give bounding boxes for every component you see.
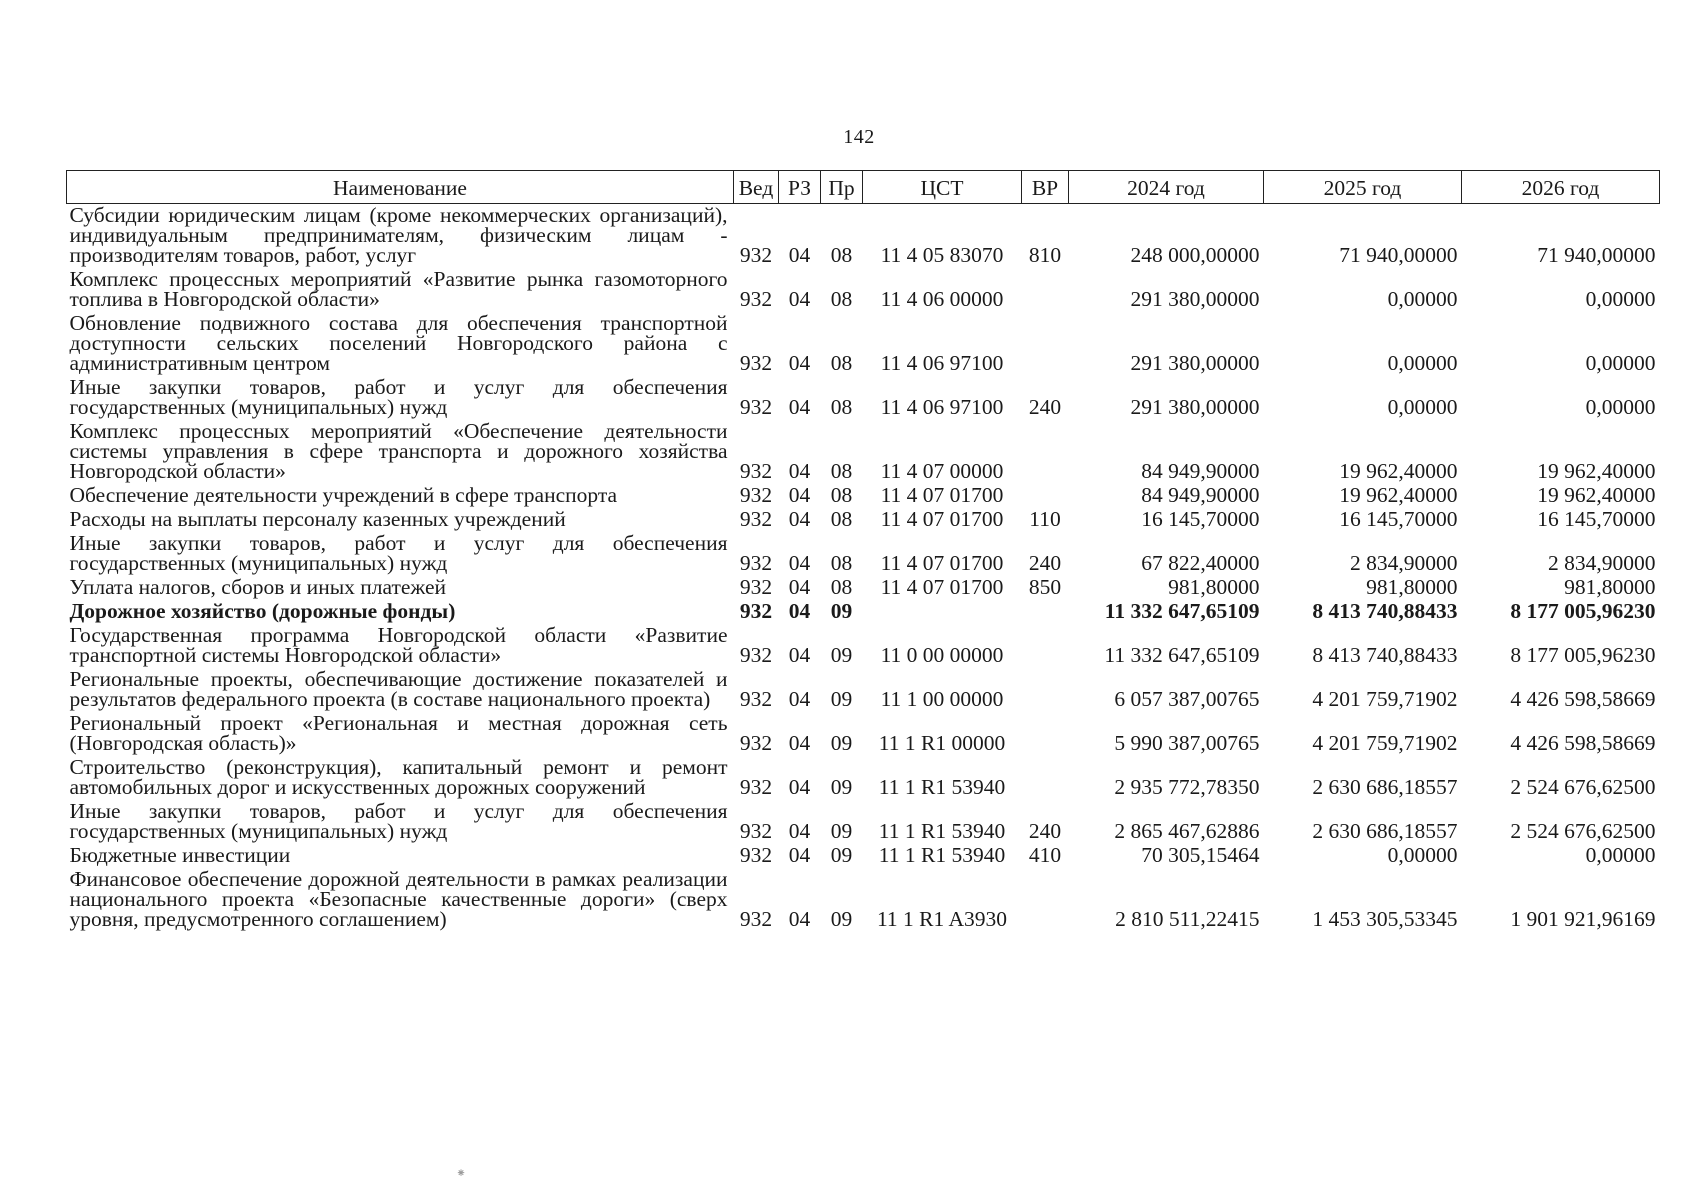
row-cst: 11 4 06 97100 bbox=[880, 395, 1004, 419]
row-amount-2024: 2 865 467,62886 bbox=[1114, 819, 1260, 843]
row-amount-2024: 84 949,90000 bbox=[1141, 483, 1260, 507]
row-pr: 08 bbox=[830, 395, 853, 419]
row-rz: 04 bbox=[788, 507, 811, 531]
row-amount-2025: 16 145,70000 bbox=[1339, 507, 1458, 531]
row-amount-2026: 19 962,40000 bbox=[1537, 459, 1656, 483]
row-vr bbox=[1022, 668, 1069, 712]
row-name: Финансовое обеспечение дорожной деятельности в рамках реализации национального проекта «Безопасные качественные дороги» (сверх уровня, предусмотренного соглашением) bbox=[69, 867, 728, 931]
row-ved: 932 bbox=[739, 731, 773, 755]
row-cst: 11 4 06 00000 bbox=[880, 287, 1004, 311]
row-cst: 11 1 R1 A3930 bbox=[876, 907, 1007, 931]
row-rz: 04 bbox=[788, 731, 811, 755]
row-name: Региональный проект «Региональная и местная дорожная сеть (Новгородская область)» bbox=[69, 711, 728, 755]
row-name: Иные закупки товаров, работ и услуг для обеспечения государственных (муниципальных) нужд bbox=[69, 531, 728, 575]
row-amount-2024: 6 057 387,00765 bbox=[1114, 687, 1260, 711]
row-amount-2025: 4 201 759,71902 bbox=[1312, 687, 1458, 711]
row-vr: 240 bbox=[1028, 551, 1062, 575]
budget-table bbox=[66, 170, 1660, 932]
row-amount-2025: 1 453 305,53345 bbox=[1312, 907, 1458, 931]
table-row bbox=[67, 868, 1660, 932]
row-vr: 850 bbox=[1028, 575, 1062, 599]
row-vr bbox=[1022, 420, 1069, 484]
row-pr: 09 bbox=[830, 907, 853, 931]
row-cst: 11 1 R1 53940 bbox=[878, 819, 1006, 843]
row-cst: 11 1 00 00000 bbox=[880, 687, 1004, 711]
row-vr: 110 bbox=[1029, 507, 1061, 531]
row-pr: 08 bbox=[830, 575, 853, 599]
row-amount-2024: 248 000,00000 bbox=[1130, 243, 1260, 267]
table-row bbox=[67, 204, 1660, 269]
row-amount-2026: 8 177 005,96230 bbox=[1510, 599, 1656, 623]
row-amount-2025: 71 940,00000 bbox=[1339, 243, 1458, 267]
row-amount-2026: 2 524 676,62500 bbox=[1510, 775, 1656, 799]
row-amount-2024: 16 145,70000 bbox=[1141, 507, 1260, 531]
row-amount-2026: 8 177 005,96230 bbox=[1510, 643, 1656, 667]
row-rz: 04 bbox=[788, 907, 811, 931]
row-cst: 11 0 00 00000 bbox=[880, 643, 1004, 667]
row-pr: 08 bbox=[830, 483, 853, 507]
row-amount-2025: 19 962,40000 bbox=[1339, 483, 1458, 507]
row-pr: 09 bbox=[830, 599, 853, 623]
table-row bbox=[67, 800, 1660, 844]
row-amount-2026: 0,00000 bbox=[1585, 287, 1656, 311]
header-2026: 2026 год bbox=[1462, 171, 1660, 204]
row-ved: 932 bbox=[739, 459, 773, 483]
row-cst: 11 4 07 01700 bbox=[880, 507, 1004, 531]
row-rz: 04 bbox=[788, 843, 811, 867]
row-name: Расходы на выплаты персоналу казенных учреждений bbox=[69, 507, 566, 531]
row-cst: 11 1 R1 53940 bbox=[878, 843, 1006, 867]
row-rz: 04 bbox=[788, 819, 811, 843]
table-row bbox=[67, 600, 1660, 624]
row-amount-2026: 981,80000 bbox=[1564, 575, 1656, 599]
row-ved: 932 bbox=[739, 395, 773, 419]
row-name: Обновление подвижного состава для обеспечения транспортной доступности сельских поселений Новгородского района с административным центром bbox=[69, 311, 728, 375]
row-amount-2024: 11 332 647,65109 bbox=[1104, 643, 1260, 667]
header-rz: РЗ bbox=[779, 171, 821, 204]
row-name: Строительство (реконструкция), капитальный ремонт и ремонт автомобильных дорог и искусственных дорожных сооружений bbox=[69, 755, 728, 799]
row-vr bbox=[1022, 868, 1069, 932]
row-name: Государственная программа Новгородской области «Развитие транспортной системы Новгородской области» bbox=[69, 623, 728, 667]
row-ved: 932 bbox=[739, 507, 773, 531]
row-name: Иные закупки товаров, работ и услуг для обеспечения государственных (муниципальных) нужд bbox=[69, 375, 728, 419]
table-row bbox=[67, 844, 1660, 868]
row-cst: 11 4 07 01700 bbox=[880, 551, 1004, 575]
row-amount-2025: 0,00000 bbox=[1387, 395, 1458, 419]
row-pr: 08 bbox=[830, 287, 853, 311]
row-amount-2026: 0,00000 bbox=[1585, 351, 1656, 375]
row-amount-2026: 71 940,00000 bbox=[1537, 243, 1656, 267]
row-ved: 932 bbox=[739, 819, 773, 843]
row-cst: 11 4 05 83070 bbox=[880, 243, 1004, 267]
row-amount-2026: 19 962,40000 bbox=[1537, 483, 1656, 507]
row-amount-2026: 1 901 921,96169 bbox=[1510, 907, 1656, 931]
row-cst: 11 1 R1 00000 bbox=[878, 731, 1006, 755]
table-row bbox=[67, 624, 1660, 668]
row-vr bbox=[1022, 312, 1069, 376]
row-vr: 240 bbox=[1028, 819, 1062, 843]
row-pr: 08 bbox=[830, 459, 853, 483]
row-amount-2024: 5 990 387,00765 bbox=[1114, 731, 1260, 755]
row-ved: 932 bbox=[739, 907, 773, 931]
row-ved: 932 bbox=[739, 775, 773, 799]
header-2025: 2025 год bbox=[1264, 171, 1462, 204]
row-pr: 08 bbox=[830, 243, 853, 267]
header-name: Наименование bbox=[67, 171, 734, 204]
row-pr: 09 bbox=[830, 731, 853, 755]
row-pr: 09 bbox=[830, 687, 853, 711]
row-name: Дорожное хозяйство (дорожные фонды) bbox=[69, 599, 456, 623]
row-amount-2024: 2 935 772,78350 bbox=[1114, 775, 1260, 799]
row-name: Уплата налогов, сборов и иных платежей bbox=[69, 575, 447, 599]
row-amount-2024: 291 380,00000 bbox=[1130, 395, 1260, 419]
row-vr: 410 bbox=[1028, 843, 1062, 867]
row-rz: 04 bbox=[788, 351, 811, 375]
scan-speck: ⁕ bbox=[456, 1166, 467, 1180]
row-amount-2026: 4 426 598,58669 bbox=[1510, 731, 1656, 755]
row-amount-2025: 8 413 740,88433 bbox=[1312, 643, 1458, 667]
row-pr: 09 bbox=[830, 775, 853, 799]
row-amount-2024: 981,80000 bbox=[1168, 575, 1260, 599]
header-vr: ВР bbox=[1022, 171, 1069, 204]
row-pr: 09 bbox=[830, 819, 853, 843]
header-cst: ЦСТ bbox=[863, 171, 1022, 204]
row-amount-2024: 291 380,00000 bbox=[1130, 351, 1260, 375]
row-cst: 11 4 07 00000 bbox=[880, 459, 1004, 483]
row-rz: 04 bbox=[788, 395, 811, 419]
row-rz: 04 bbox=[788, 687, 811, 711]
table-row bbox=[67, 376, 1660, 420]
row-amount-2024: 67 822,40000 bbox=[1141, 551, 1260, 575]
row-pr: 09 bbox=[830, 843, 853, 867]
row-vr bbox=[1022, 268, 1069, 312]
row-ved: 932 bbox=[739, 351, 773, 375]
row-name: Бюджетные инвестиции bbox=[69, 843, 291, 867]
table-header-row bbox=[67, 171, 1660, 204]
row-amount-2026: 2 524 676,62500 bbox=[1510, 819, 1656, 843]
row-vr bbox=[1022, 624, 1069, 668]
table-body bbox=[67, 204, 1660, 933]
header-pr: Пр bbox=[821, 171, 863, 204]
row-rz: 04 bbox=[788, 483, 811, 507]
row-vr: 810 bbox=[1028, 243, 1062, 267]
row-ved: 932 bbox=[739, 551, 773, 575]
table-row bbox=[67, 312, 1660, 376]
row-vr bbox=[1022, 600, 1069, 624]
header-ved: Вед bbox=[734, 171, 779, 204]
row-amount-2024: 11 332 647,65109 bbox=[1104, 599, 1260, 623]
row-cst: 11 4 06 97100 bbox=[880, 351, 1004, 375]
row-rz: 04 bbox=[788, 551, 811, 575]
row-rz: 04 bbox=[788, 643, 811, 667]
row-amount-2025: 0,00000 bbox=[1387, 287, 1458, 311]
row-vr: 240 bbox=[1028, 395, 1062, 419]
row-pr: 08 bbox=[830, 551, 853, 575]
row-amount-2024: 84 949,90000 bbox=[1141, 459, 1260, 483]
row-ved: 932 bbox=[739, 287, 773, 311]
page-number: 142 bbox=[843, 126, 875, 148]
row-amount-2025: 0,00000 bbox=[1387, 843, 1458, 867]
row-vr bbox=[1022, 756, 1069, 800]
table-row bbox=[67, 668, 1660, 712]
row-rz: 04 bbox=[788, 575, 811, 599]
row-cst bbox=[863, 600, 1022, 624]
row-ved: 932 bbox=[739, 483, 773, 507]
row-rz: 04 bbox=[788, 243, 811, 267]
table-row bbox=[67, 576, 1660, 600]
row-vr bbox=[1022, 484, 1069, 508]
row-amount-2024: 70 305,15464 bbox=[1141, 843, 1260, 867]
row-ved: 932 bbox=[739, 575, 773, 599]
row-amount-2025: 2 630 686,18557 bbox=[1312, 775, 1458, 799]
table-row bbox=[67, 508, 1660, 532]
row-amount-2025: 19 962,40000 bbox=[1339, 459, 1458, 483]
table-row bbox=[67, 712, 1660, 756]
row-rz: 04 bbox=[788, 287, 811, 311]
row-name: Иные закупки товаров, работ и услуг для обеспечения государственных (муниципальных) нужд bbox=[69, 799, 728, 843]
row-amount-2025: 4 201 759,71902 bbox=[1312, 731, 1458, 755]
row-ved: 932 bbox=[739, 687, 773, 711]
row-vr bbox=[1022, 712, 1069, 756]
table-row bbox=[67, 268, 1660, 312]
row-name: Обеспечение деятельности учреждений в сфере транспорта bbox=[69, 483, 618, 507]
row-name: Комплекс процессных мероприятий «Обеспечение деятельности системы управления в сфере транспорта и дорожного хозяйства Новгородской области» bbox=[69, 419, 728, 483]
row-rz: 04 bbox=[788, 459, 811, 483]
row-amount-2026: 0,00000 bbox=[1585, 843, 1656, 867]
row-amount-2026: 2 834,90000 bbox=[1548, 551, 1656, 575]
row-amount-2025: 2 834,90000 bbox=[1350, 551, 1458, 575]
row-rz: 04 bbox=[788, 599, 811, 623]
row-amount-2024: 291 380,00000 bbox=[1130, 287, 1260, 311]
row-ved: 932 bbox=[739, 243, 773, 267]
row-rz: 04 bbox=[788, 775, 811, 799]
row-cst: 11 1 R1 53940 bbox=[878, 775, 1006, 799]
table-row bbox=[67, 420, 1660, 484]
row-cst: 11 4 07 01700 bbox=[880, 483, 1004, 507]
table-row bbox=[67, 756, 1660, 800]
row-amount-2026: 0,00000 bbox=[1585, 395, 1656, 419]
row-amount-2026: 16 145,70000 bbox=[1537, 507, 1656, 531]
row-pr: 08 bbox=[830, 351, 853, 375]
row-amount-2025: 0,00000 bbox=[1387, 351, 1458, 375]
row-name: Комплекс процессных мероприятий «Развитие рынка газомоторного топлива в Новгородской области» bbox=[69, 267, 728, 311]
row-ved: 932 bbox=[739, 643, 773, 667]
row-ved: 932 bbox=[739, 599, 773, 623]
row-amount-2024: 2 810 511,22415 bbox=[1115, 907, 1260, 931]
row-pr: 08 bbox=[830, 507, 853, 531]
row-name: Региональные проекты, обеспечивающие достижение показателей и результатов федерального проекта (в составе национального проекта) bbox=[69, 667, 728, 711]
table-row bbox=[67, 532, 1660, 576]
row-name: Субсидии юридическим лицам (кроме некоммерческих организаций), индивидуальным предпринимателям, физическим лицам - производителям товаров, работ, услуг bbox=[69, 203, 728, 267]
table-row bbox=[67, 484, 1660, 508]
header-2024: 2024 год bbox=[1069, 171, 1264, 204]
row-cst: 11 4 07 01700 bbox=[880, 575, 1004, 599]
row-ved: 932 bbox=[739, 843, 773, 867]
row-amount-2025: 8 413 740,88433 bbox=[1312, 599, 1458, 623]
row-pr: 09 bbox=[830, 643, 853, 667]
row-amount-2025: 981,80000 bbox=[1366, 575, 1458, 599]
row-amount-2026: 4 426 598,58669 bbox=[1510, 687, 1656, 711]
row-amount-2025: 2 630 686,18557 bbox=[1312, 819, 1458, 843]
